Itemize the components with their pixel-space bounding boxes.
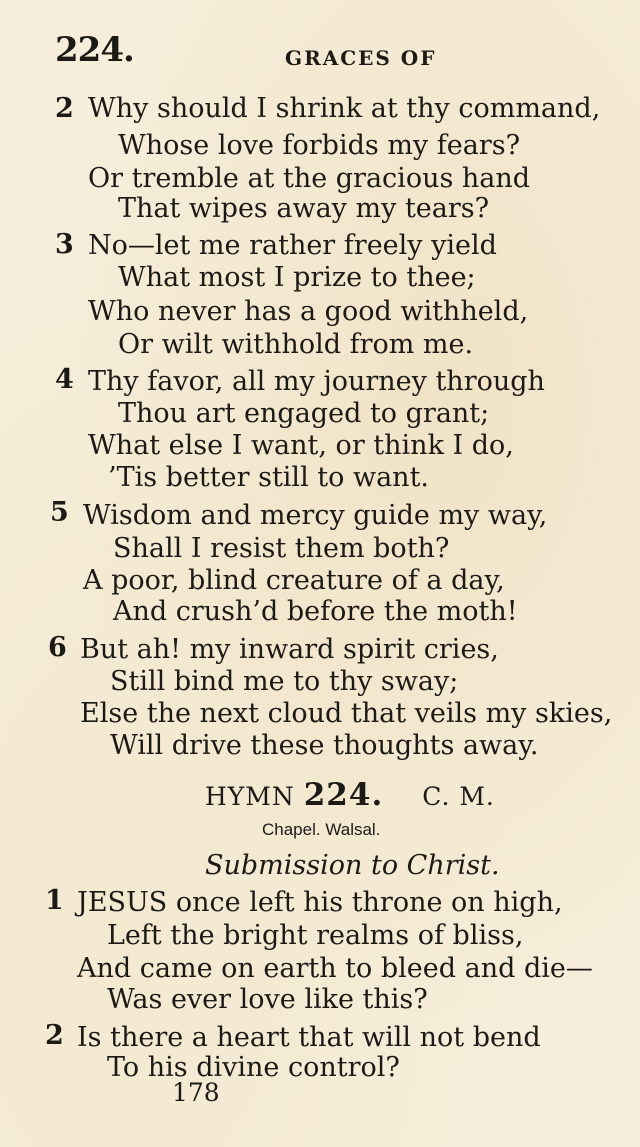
verse-line: And came on earth to bleed and die— [77,953,593,984]
verse-line: No—let me rather freely yield [88,230,497,261]
verse-line: What else I want, or think I do, [88,430,514,461]
verse-line: ’Tis better still to want. [108,462,430,493]
hymn-meter: C. M. [422,782,495,811]
verse-line: But ah! my inward spirit cries, [80,634,499,665]
stanza-number: 1 [45,885,64,916]
hymn-title [205,777,495,813]
verse-line: Why should I shrink at thy command, [88,93,601,124]
hymn-label: HYMN [205,782,295,811]
stanza-number: 2 [55,93,74,124]
hymn-subject: Submission to Christ. [205,850,500,881]
verse-line: Wisdom and mercy guide my way, [83,500,548,531]
verse-line: JESUS once left his throne on high, [77,887,563,918]
tune-names: Chapel. Walsal. [262,820,381,839]
verse-line: Still bind me to thy sway; [110,666,459,697]
verse-line: Thy favor, all my journey through [88,366,545,397]
verse-line: Or tremble at the gracious hand [88,163,531,194]
stanza-number: 3 [55,229,74,260]
stanza-number: 6 [48,632,67,663]
verse-line: Is there a heart that will not bend [77,1022,541,1053]
stanza-number: 2 [45,1020,64,1051]
hymn-number: 224. [303,777,384,813]
verse-line: Shall I resist them both? [113,533,450,564]
verse-line: Left the bright realms of bliss, [107,920,524,951]
verse-line: Was ever love like this? [107,984,428,1015]
signature-number: 178 [172,1078,220,1107]
verse-line: Whose love forbids my fears? [118,130,521,161]
verse-line: And crush’d before the moth! [113,596,518,627]
stanza-number: 5 [50,497,69,528]
stanza-number: 4 [55,364,74,395]
verse-line: Who never has a good withheld, [88,296,529,327]
verse-line: Else the next cloud that veils my skies, [80,698,613,729]
verse-line: Thou art engaged to grant; [118,398,490,429]
verse-line: A poor, blind creature of a day, [83,565,505,596]
running-head: GRACES OF [285,46,437,70]
verse-line: Or wilt withhold from me. [118,329,474,360]
verse-line: To his divine control? [107,1052,400,1083]
verse-line: Will drive these thoughts away. [110,730,539,761]
verse-line: What most I prize to thee; [118,262,476,293]
verse-line: That wipes away my tears? [118,193,490,224]
page-number: 224. [55,30,134,70]
